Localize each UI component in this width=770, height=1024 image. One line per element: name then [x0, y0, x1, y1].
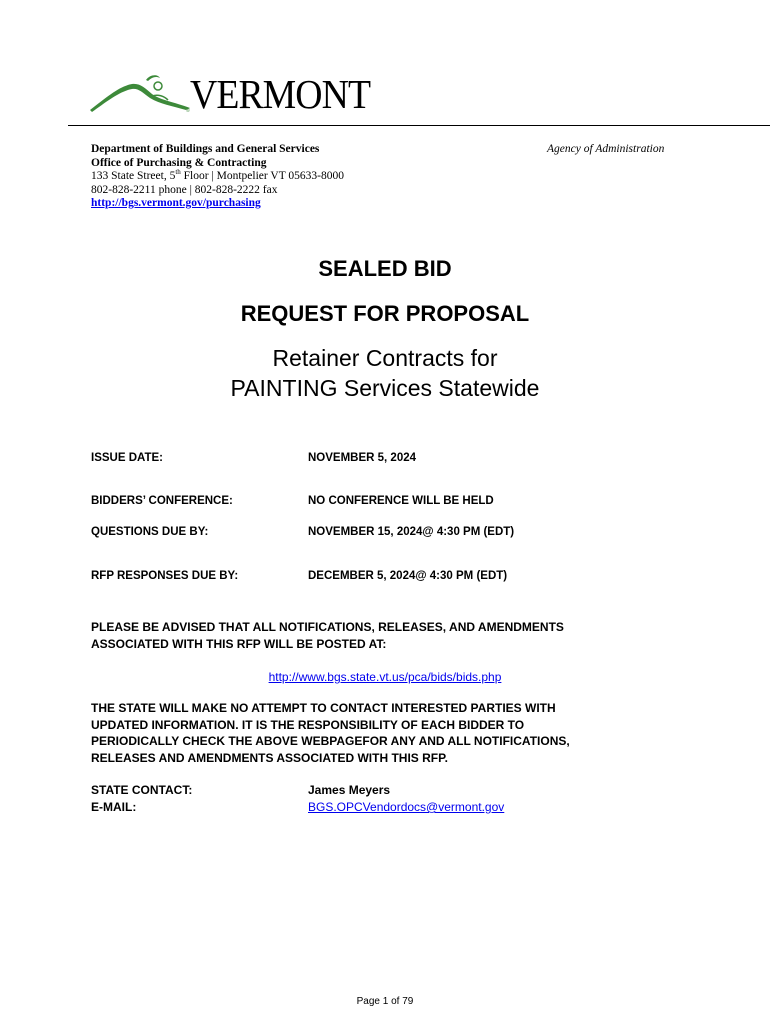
responses-label: RFP RESPONSES DUE BY: [91, 570, 239, 582]
office-name: Office of Purchasing & Contracting [91, 156, 267, 169]
contact-name: James Meyers [308, 783, 391, 797]
subtitle-line-2: PAINTING Services Statewide [230, 375, 540, 401]
title-rfp: REQUEST FOR PROPOSAL [240, 301, 530, 326]
conference-label: BIDDERS’ CONFERENCE: [91, 495, 233, 507]
issue-date-value: NOVEMBER 5, 2024 [308, 452, 417, 464]
header-divider [68, 125, 770, 126]
contact-email-link[interactable]: BGS.OPCVendordocs@vermont.gov [308, 800, 505, 814]
svg-text:®: ® [186, 108, 190, 114]
issue-date-label: ISSUE DATE: [91, 452, 163, 464]
questions-value: NOVEMBER 15, 2024@ 4:30 PM (EDT) [308, 526, 515, 538]
title-sealed-bid: SEALED BID [318, 256, 452, 281]
state-notice-paragraph: THE STATE WILL MAKE NO ATTEMPT TO CONTACT INTERESTED PARTIES WITH UPDATED INFORMATION. IT IS THE RESPONSIBILITY OF EACH BIDDER TO PERIODICALLY CHECK THE ABOVE WEBPAGEFOR ANY AND ALL NOTIFICATIONS, RELEASES AND AMENDMENTS ASSOCIATED WITH THIS RFP. [91, 701, 570, 765]
questions-label: QUESTIONS DUE BY: [91, 526, 209, 538]
contact-labels [91, 782, 192, 816]
agency-name: Agency of Administration [547, 143, 665, 155]
bids-page-link[interactable]: http://www.bgs.state.vt.us/pca/bids/bids.php [268, 670, 502, 684]
department-name: Department of Buildings and General Services [91, 143, 320, 155]
purchasing-website-link[interactable]: http://bgs.vermont.gov/purchasing [91, 197, 261, 209]
mountain-logo-icon [90, 72, 192, 114]
page-number: Page 1 of 79 [356, 996, 414, 1007]
logo-text: VERMONT [190, 71, 371, 117]
phone-fax: 802-828-2211 phone | 802-828-2222 fax [91, 183, 278, 196]
contact-values [308, 782, 504, 816]
subtitle-line-1: Retainer Contracts for [272, 345, 498, 371]
state-contact-label: STATE CONTACT: [91, 783, 193, 797]
address: 133 State Street, 5th Floor | Montpelier VT 05633-8000 [91, 168, 344, 182]
email-label: E-MAIL: [91, 800, 137, 814]
vermont-logo [90, 70, 380, 117]
notice-paragraph: PLEASE BE ADVISED THAT ALL NOTIFICATIONS, RELEASES, AND AMENDMENTS ASSOCIATED WITH THIS RFP WILL BE POSTED AT: [91, 620, 564, 651]
department-block [91, 143, 344, 211]
responses-value: DECEMBER 5, 2024@ 4:30 PM (EDT) [308, 570, 508, 582]
conference-value: NO CONFERENCE WILL BE HELD [308, 495, 494, 507]
